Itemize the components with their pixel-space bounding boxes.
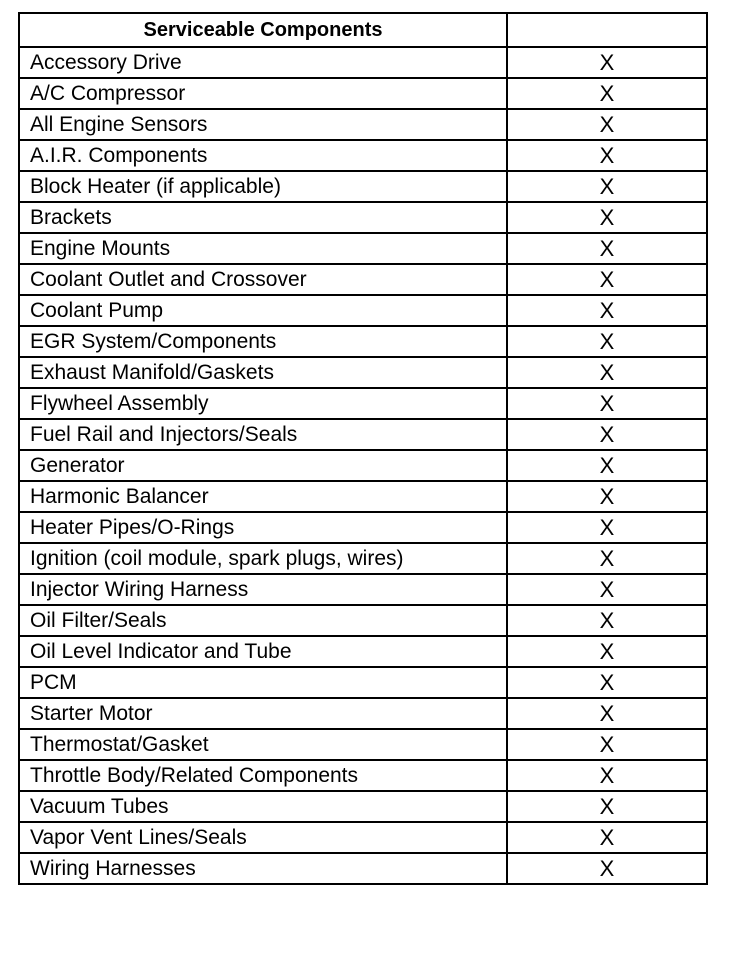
table-row [19,140,707,171]
component-name-cell: Oil Level Indicator and Tube [19,636,507,667]
serviceable-mark-cell: X [507,357,707,388]
component-name-cell: A.I.R. Components [19,140,507,171]
table-header [19,13,707,47]
component-name-cell: Harmonic Balancer [19,481,507,512]
serviceable-mark-cell: X [507,171,707,202]
serviceable-mark-cell: X [507,419,707,450]
serviceable-mark-cell: X [507,233,707,264]
component-name-cell: Coolant Pump [19,295,507,326]
table-row [19,636,707,667]
component-name-cell: Exhaust Manifold/Gaskets [19,357,507,388]
table-row [19,47,707,78]
component-name-cell: Accessory Drive [19,47,507,78]
component-name-cell: Wiring Harnesses [19,853,507,884]
serviceable-mark-cell: X [507,450,707,481]
serviceable-mark-cell: X [507,264,707,295]
table-row [19,853,707,884]
table-row [19,481,707,512]
component-name-cell: Flywheel Assembly [19,388,507,419]
component-name-cell: Generator [19,450,507,481]
serviceable-mark-cell: X [507,760,707,791]
serviceable-mark-cell: X [507,605,707,636]
component-name-cell: EGR System/Components [19,326,507,357]
component-name-cell: PCM [19,667,507,698]
table-row [19,419,707,450]
table-row [19,109,707,140]
component-name-cell: Engine Mounts [19,233,507,264]
component-name-cell: Vacuum Tubes [19,791,507,822]
serviceable-mark-cell: X [507,698,707,729]
serviceable-mark-cell: X [507,202,707,233]
component-name-cell: Throttle Body/Related Components [19,760,507,791]
serviceable-mark-cell: X [507,140,707,171]
header-row [19,13,707,47]
component-name-cell: Thermostat/Gasket [19,729,507,760]
serviceable-mark-cell: X [507,481,707,512]
table-row [19,543,707,574]
serviceable-mark-cell: X [507,388,707,419]
serviceable-mark-cell: X [507,667,707,698]
component-name-cell: Coolant Outlet and Crossover [19,264,507,295]
serviceable-mark-cell: X [507,326,707,357]
table-row [19,667,707,698]
serviceable-mark-cell: X [507,109,707,140]
table-row [19,791,707,822]
table-row [19,388,707,419]
table-row [19,512,707,543]
serviceable-mark-cell: X [507,512,707,543]
table-row [19,760,707,791]
serviceable-mark-cell: X [507,47,707,78]
serviceable-mark-cell: X [507,729,707,760]
serviceable-mark-cell: X [507,636,707,667]
table-row [19,698,707,729]
table-row [19,295,707,326]
serviceable-mark-cell: X [507,543,707,574]
table-row [19,202,707,233]
component-name-cell: Vapor Vent Lines/Seals [19,822,507,853]
component-name-cell: Fuel Rail and Injectors/Seals [19,419,507,450]
serviceable-mark-cell: X [507,78,707,109]
serviceable-mark-cell: X [507,791,707,822]
component-name-cell: Heater Pipes/O-Rings [19,512,507,543]
table-row [19,171,707,202]
component-name-cell: All Engine Sensors [19,109,507,140]
table-row [19,574,707,605]
serviceable-components-table [18,12,708,885]
serviceable-mark-cell: X [507,822,707,853]
serviceable-mark-cell: X [507,853,707,884]
table-row [19,822,707,853]
table-row [19,78,707,109]
serviceable-mark-cell: X [507,295,707,326]
table-row [19,450,707,481]
component-name-cell: Starter Motor [19,698,507,729]
component-name-cell: Ignition (coil module, spark plugs, wires) [19,543,507,574]
serviceable-components-table-container [18,12,706,885]
table-row [19,233,707,264]
table-row [19,605,707,636]
table-body [19,47,707,884]
table-row [19,357,707,388]
component-name-cell: Injector Wiring Harness [19,574,507,605]
component-name-cell: Brackets [19,202,507,233]
component-name-cell: Block Heater (if applicable) [19,171,507,202]
table-row [19,326,707,357]
header-components: Serviceable Components [19,13,507,47]
component-name-cell: Oil Filter/Seals [19,605,507,636]
header-blank [507,13,707,47]
serviceable-mark-cell: X [507,574,707,605]
table-row [19,264,707,295]
component-name-cell: A/C Compressor [19,78,507,109]
table-row [19,729,707,760]
